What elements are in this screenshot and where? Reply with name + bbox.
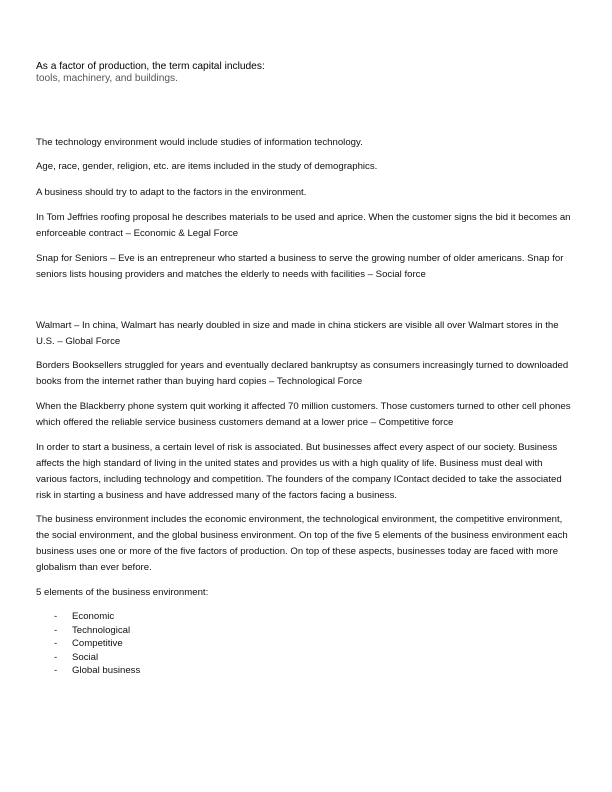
paragraph-adapt: A business should try to adapt to the factors in the environment. xyxy=(36,187,307,198)
paragraph-technology: The technology environment would include studies of information technology. xyxy=(36,137,363,148)
list-item-label: Technological xyxy=(72,624,131,636)
question-answer: tools, machinery, and buildings. xyxy=(36,73,178,84)
list-item xyxy=(36,664,576,678)
list-item-label: Global business xyxy=(72,665,141,676)
paragraph-blackberry: When the Blackberry phone system quit working it affected 70 million customers. Those customers turned to other cell phones which offered the reliable service business customers demand at a lower price – Competitive force xyxy=(36,401,571,428)
list-heading: 5 elements of the business environment: xyxy=(36,587,209,598)
list-marker: - xyxy=(54,611,58,622)
paragraph-business-environment: The business environment includes the economic environment, the technological environment, the competitive environment, the social environment, and the global business environment. On top of the five 5 elements of the business environment each business uses one or more of the five factors of production. On top of these aspects, businesses today are faced with more globalism than ever before. xyxy=(36,514,568,573)
question-text: As a factor of production, the term capital includes: xyxy=(36,61,265,72)
list-marker: - xyxy=(54,638,58,649)
list-item xyxy=(36,651,576,665)
list-marker: - xyxy=(54,665,58,676)
paragraph-borders: Borders Booksellers struggled for years and eventually declared bankruptsy as consumers increasingly turned to downloaded books from the internet rather than buying hard copies – Technological Force xyxy=(36,360,569,387)
list-item xyxy=(36,637,576,651)
list-item-label: Economic xyxy=(72,611,115,622)
list-item-label: Competitive xyxy=(72,638,123,649)
list-item xyxy=(36,610,576,624)
list-marker: - xyxy=(54,651,58,663)
elements-list xyxy=(36,610,576,678)
paragraph-snap-for-seniors: Snap for Seniors – Eve is an entrepreneur who started a business to serve the growing number of older americans. Snap for seniors lists housing providers and matches the elderly to needs with facilities – Social force xyxy=(36,253,564,280)
list-marker: - xyxy=(54,624,58,636)
question-block xyxy=(36,61,576,85)
paragraph-demographics: Age, race, gender, religion, etc. are items included in the study of demographics. xyxy=(36,161,378,172)
paragraph-start-business: In order to start a business, a certain level of risk is associated. But businesses affect every aspect of our society. Business affects the high standard of living in the united states and provides us with a high quality of life. Business must deal with various factors, including technology and competition. The founders of the company IContact decided to take the associated risk in starting a business and have addressed many of the factors facing a business. xyxy=(36,442,562,501)
list-item xyxy=(36,624,576,638)
paragraph-walmart: Walmart – In china, Walmart has nearly doubled in size and made in china stickers are visible all over Walmart stores in the U.S. – Global Force xyxy=(36,320,559,347)
list-item-label: Social xyxy=(72,651,99,663)
paragraph-tom-jeffries: In Tom Jeffries roofing proposal he describes materials to be used and aprice. When the customer signs the bid it becomes an enforceable contract – Economic & Legal Force xyxy=(36,212,571,239)
